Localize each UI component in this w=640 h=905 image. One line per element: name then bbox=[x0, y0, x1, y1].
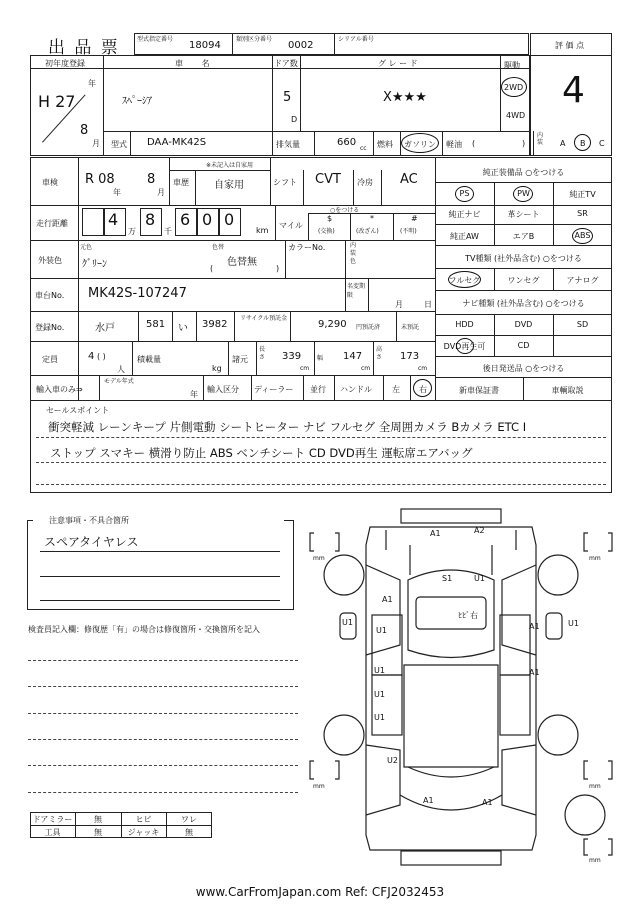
post-warranty: 新車保証書 bbox=[459, 386, 499, 395]
color-label: 外装色 bbox=[38, 256, 62, 265]
mark-windshield-crack: ﾋﾋﾞ右 bbox=[458, 611, 478, 620]
break-label: ワレ bbox=[181, 815, 197, 824]
fuel-paren-open: ( bbox=[472, 139, 476, 148]
inspection-month-unit: 月 bbox=[157, 188, 165, 197]
mark-left-mirror-u1: U1 bbox=[342, 618, 353, 627]
history-note: ※未記入は自家用 bbox=[206, 162, 254, 169]
mileage-label: 走行距離 bbox=[36, 219, 68, 228]
tools-label: 工具 bbox=[44, 828, 61, 837]
notes-label: 注意事項・不具合箇所 bbox=[46, 515, 132, 526]
category-label: 類別区分番号 bbox=[236, 36, 273, 43]
interior-label: 内装 bbox=[537, 132, 544, 146]
first-reg-month: 8 bbox=[80, 123, 89, 138]
inspection-year-unit: 年 bbox=[113, 188, 121, 197]
height-cm: cm bbox=[418, 365, 428, 372]
height-value: 173 bbox=[400, 351, 420, 362]
recycle-none: 未預託 bbox=[401, 324, 420, 331]
reg-number: 3982 bbox=[202, 319, 228, 330]
post-manual: 車輌取説 bbox=[551, 386, 584, 395]
navi-sd: SD bbox=[576, 320, 589, 329]
model-year-label: モデル年式 bbox=[104, 378, 134, 385]
doors-label: ドア数 bbox=[274, 59, 298, 68]
model-label: 型式 bbox=[111, 140, 127, 149]
tv-fullseg-circle bbox=[448, 271, 481, 288]
mileage-digit-1: 4 bbox=[108, 210, 119, 229]
navi-dvd: DVD bbox=[514, 320, 533, 329]
equip-aw: 純正AW bbox=[450, 232, 479, 241]
car-name-label: 車 名 bbox=[175, 59, 218, 68]
mark-right-rear-door-a1: A1 bbox=[529, 668, 540, 677]
mark-left-sill-u1: U1 bbox=[374, 690, 385, 699]
mileage-digit-3: 6 bbox=[180, 210, 191, 229]
recycle-unit: 円預託済 bbox=[356, 324, 381, 331]
score-box-label: 評 価 点 bbox=[555, 41, 585, 50]
inspection-month: 8 bbox=[147, 172, 156, 187]
mileage-km: km bbox=[256, 226, 269, 235]
period-day: 日 bbox=[424, 300, 432, 309]
shift-value: CVT bbox=[315, 172, 341, 187]
mileage-dollar-sub: (交換) bbox=[318, 228, 335, 235]
interior-b-circle bbox=[574, 134, 591, 151]
load-unit: kg bbox=[212, 364, 222, 373]
month-unit: 月 bbox=[92, 139, 100, 148]
repaint-paren-open: ( bbox=[210, 264, 214, 273]
equip-abs-circle bbox=[572, 228, 593, 244]
chassis-value: MK42S-107247 bbox=[88, 286, 187, 301]
interior-a: A bbox=[560, 139, 566, 148]
equip-tv: 純正TV bbox=[569, 190, 596, 199]
equip-ps-circle bbox=[455, 186, 474, 202]
fuel-label: 燃料 bbox=[377, 140, 393, 149]
shift-label: シフト bbox=[273, 178, 297, 187]
reg-class: 581 bbox=[146, 319, 166, 330]
grade-label: グ レ ー ド bbox=[378, 59, 418, 68]
navi-header: ナビ種類 (社外品含む) ○をつける bbox=[462, 299, 585, 308]
equip-sr: SR bbox=[577, 209, 588, 218]
height-label: 高さ bbox=[376, 346, 383, 361]
mark-right-mirror-u1: U1 bbox=[568, 619, 579, 628]
navi-cd: CD bbox=[517, 341, 530, 350]
mark-rear-u2: U2 bbox=[387, 756, 398, 765]
mark-front-bumper-a2: A2 bbox=[474, 526, 485, 535]
mileage-sen: 千 bbox=[164, 227, 172, 236]
length-label: 長さ bbox=[259, 346, 266, 361]
interior-color-label: 内装色 bbox=[350, 242, 357, 265]
drive-4wd: 4WD bbox=[506, 111, 526, 120]
tv-header: TV種類 (社外品含む) ○をつける bbox=[465, 254, 582, 263]
equip-ps: PS bbox=[459, 189, 470, 198]
mileage-dollar: $ bbox=[327, 214, 333, 223]
import-label: 輸入車のみ⇒ bbox=[36, 385, 83, 394]
ac-value: AC bbox=[400, 172, 418, 187]
import-dealer: ディーラー bbox=[254, 385, 294, 394]
drive-label: 駆動 bbox=[504, 61, 520, 70]
door-mirror-value: 無 bbox=[94, 815, 102, 824]
mm-rr: mm bbox=[589, 783, 601, 790]
import-parallel: 並行 bbox=[310, 385, 326, 394]
cc-unit: cc bbox=[360, 145, 367, 152]
sheet-title: 出 品 票 bbox=[48, 38, 120, 58]
tv-fullseg: フルセグ bbox=[448, 276, 481, 285]
category-value: 0002 bbox=[288, 40, 314, 51]
mileage-hash: # bbox=[411, 214, 418, 223]
inspection-label: 車検 bbox=[42, 178, 58, 187]
sales-label: セールスポイント bbox=[46, 406, 110, 415]
model-cert-value: 18094 bbox=[189, 40, 221, 51]
equip-navi: 純正ナビ bbox=[448, 210, 481, 219]
inspection-period-label: 名変期限 bbox=[347, 283, 366, 299]
orig-color-label: 元色 bbox=[80, 244, 93, 251]
score-value: 4 bbox=[562, 70, 585, 111]
mark-hood-s1: S1 bbox=[442, 574, 453, 583]
load-label: 積載量 bbox=[137, 355, 161, 364]
capacity-paren: ( ) bbox=[97, 352, 106, 361]
sales-line-1: 衝突軽減 レーンキープ 片側電動 シートヒーター ナビ フルセグ 全周囲カメラ Bカメラ ETC I bbox=[48, 420, 527, 434]
mark-fender-a1: A1 bbox=[382, 595, 393, 604]
doors-value: 5 bbox=[283, 90, 292, 105]
notes-line-1: スペアタイヤレス bbox=[44, 535, 139, 549]
inspection-era: R 08 bbox=[85, 172, 115, 187]
interior-c: C bbox=[599, 139, 605, 148]
history-value: 自家用 bbox=[214, 180, 244, 191]
reg-label: 登録No. bbox=[35, 323, 65, 332]
car-name-value: ｽﾍﾟｰｼｱ bbox=[122, 96, 152, 107]
equip-pw-circle bbox=[513, 186, 533, 202]
steering-right: 右 bbox=[419, 385, 427, 394]
dims-label: 諸元 bbox=[232, 355, 248, 364]
mileage-mile: マイル bbox=[279, 221, 303, 230]
color-value: ｸﾞﾘｰﾝ bbox=[82, 259, 107, 270]
year-unit: 年 bbox=[88, 79, 96, 88]
model-year-unit: 年 bbox=[190, 390, 198, 399]
repaint-paren-close: ) bbox=[276, 264, 280, 273]
navi-dvd-play-circle bbox=[456, 338, 474, 354]
mileage-digit-4: 0 bbox=[202, 210, 213, 229]
mark-left-front-door-u1: U1 bbox=[376, 626, 387, 635]
width-cm: cm bbox=[361, 365, 371, 372]
mark-front-bumper-a1: A1 bbox=[430, 529, 441, 538]
drive-2wd-circle bbox=[501, 77, 527, 97]
tv-oneseg: ワンセグ bbox=[507, 276, 540, 285]
period-month: 月 bbox=[395, 300, 403, 309]
equip-leather: 革シート bbox=[507, 210, 540, 219]
mark-hood-u1: U1 bbox=[474, 574, 485, 583]
model-cert-label: 型式指定番号 bbox=[137, 36, 174, 43]
mark-right-front-door-a1: A1 bbox=[529, 622, 540, 631]
door-mirror-label: ドアミラー bbox=[32, 815, 73, 824]
reg-kana: い bbox=[178, 323, 188, 334]
first-reg-label: 初年度登録 bbox=[45, 59, 85, 68]
footer-watermark: www.CarFromJapan.com Ref: CFJ2032453 bbox=[195, 885, 445, 899]
repaint-label: 色替 bbox=[212, 244, 225, 251]
mileage-star: * bbox=[370, 214, 374, 223]
model-value: DAA-MK42S bbox=[147, 137, 207, 148]
displacement-value: 660 bbox=[337, 137, 357, 148]
mm-spare: mm bbox=[589, 857, 601, 864]
fuel-gasoline: ガソリン bbox=[404, 140, 436, 149]
capacity-unit: 人 bbox=[117, 365, 125, 374]
steering-label: ハンドル bbox=[340, 385, 372, 394]
history-label: 車歴 bbox=[173, 178, 189, 187]
import-type-label: 輸入区分 bbox=[207, 385, 239, 394]
crack-label: ヒビ bbox=[135, 815, 152, 824]
navi-hdd: HDD bbox=[455, 320, 474, 329]
equip-pw: PW bbox=[517, 189, 530, 198]
interior-b: B bbox=[580, 139, 586, 148]
steering-left: 左 bbox=[392, 385, 400, 394]
width-value: 147 bbox=[343, 351, 363, 362]
jack-label: ジャッキ bbox=[127, 828, 160, 837]
serial-label: シリアル番号 bbox=[338, 36, 374, 43]
fuel-gasoline-circle bbox=[401, 133, 439, 153]
chassis-label: 車台No. bbox=[35, 291, 65, 300]
tools-value: 無 bbox=[94, 828, 102, 837]
mileage-digit-2: 8 bbox=[145, 210, 156, 229]
navi-dvd-play: DVD再生可 bbox=[443, 342, 486, 351]
mileage-man: 万 bbox=[128, 227, 136, 236]
mileage-check-note: ○をつける bbox=[330, 207, 360, 214]
fuel-diesel: 軽油 bbox=[446, 140, 462, 149]
mark-left-quarter-u1: U1 bbox=[374, 713, 385, 722]
recycle-value: 9,290 bbox=[318, 319, 347, 330]
fuel-paren-close: ) bbox=[522, 139, 526, 148]
mark-left-rear-door-u1: U1 bbox=[374, 666, 385, 675]
equip-abs: ABS bbox=[574, 231, 591, 240]
inspector-label: 検査員記入欄：修復歴「有」の場合は修復箇所・交換箇所を記入 bbox=[28, 625, 260, 634]
first-reg-era: H 27 bbox=[38, 92, 76, 111]
capacity-label: 定員 bbox=[42, 355, 58, 364]
equip-airbag: エアB bbox=[512, 232, 535, 241]
reg-area: 水戸 bbox=[95, 323, 115, 334]
color-no-label: カラーNo. bbox=[288, 243, 326, 252]
mm-rl: mm bbox=[313, 783, 325, 790]
ac-label: 冷房 bbox=[357, 178, 373, 187]
displacement-label: 排気量 bbox=[276, 140, 300, 149]
width-label: 幅 bbox=[317, 355, 324, 362]
length-cm: cm bbox=[300, 365, 310, 372]
jack-value: 無 bbox=[185, 828, 193, 837]
tv-analog: アナログ bbox=[566, 276, 599, 285]
sales-line-2: ストップ スマキー 横滑り防止 ABS ベンチシート CD DVD再生 運転席エアバッグ bbox=[50, 446, 473, 460]
length-value: 339 bbox=[282, 351, 302, 362]
drive-2wd: 2WD bbox=[504, 83, 524, 92]
mm-fr: mm bbox=[589, 555, 601, 562]
mileage-digit-5: 0 bbox=[224, 210, 235, 229]
steering-right-circle bbox=[413, 379, 432, 397]
door-d: D bbox=[291, 115, 298, 124]
capacity-value: 4 bbox=[88, 351, 95, 362]
post-header: 後日発送品 ○をつける bbox=[482, 364, 565, 373]
mark-rear-bumper-a1-2: A1 bbox=[482, 798, 493, 807]
car-damage-diagram bbox=[300, 505, 620, 870]
mm-fl: mm bbox=[313, 555, 325, 562]
grade-value: X★★★ bbox=[383, 90, 427, 105]
recycle-label: リサイクル預託金 bbox=[240, 315, 288, 322]
mark-rear-bumper-a1: A1 bbox=[423, 796, 434, 805]
equipment-header: 純正装備品 ○をつける bbox=[482, 168, 565, 177]
repaint-value: 色替無 bbox=[227, 257, 257, 268]
mileage-star-sub: (改ざん) bbox=[356, 228, 379, 235]
mileage-hash-sub: (不明) bbox=[400, 228, 417, 235]
